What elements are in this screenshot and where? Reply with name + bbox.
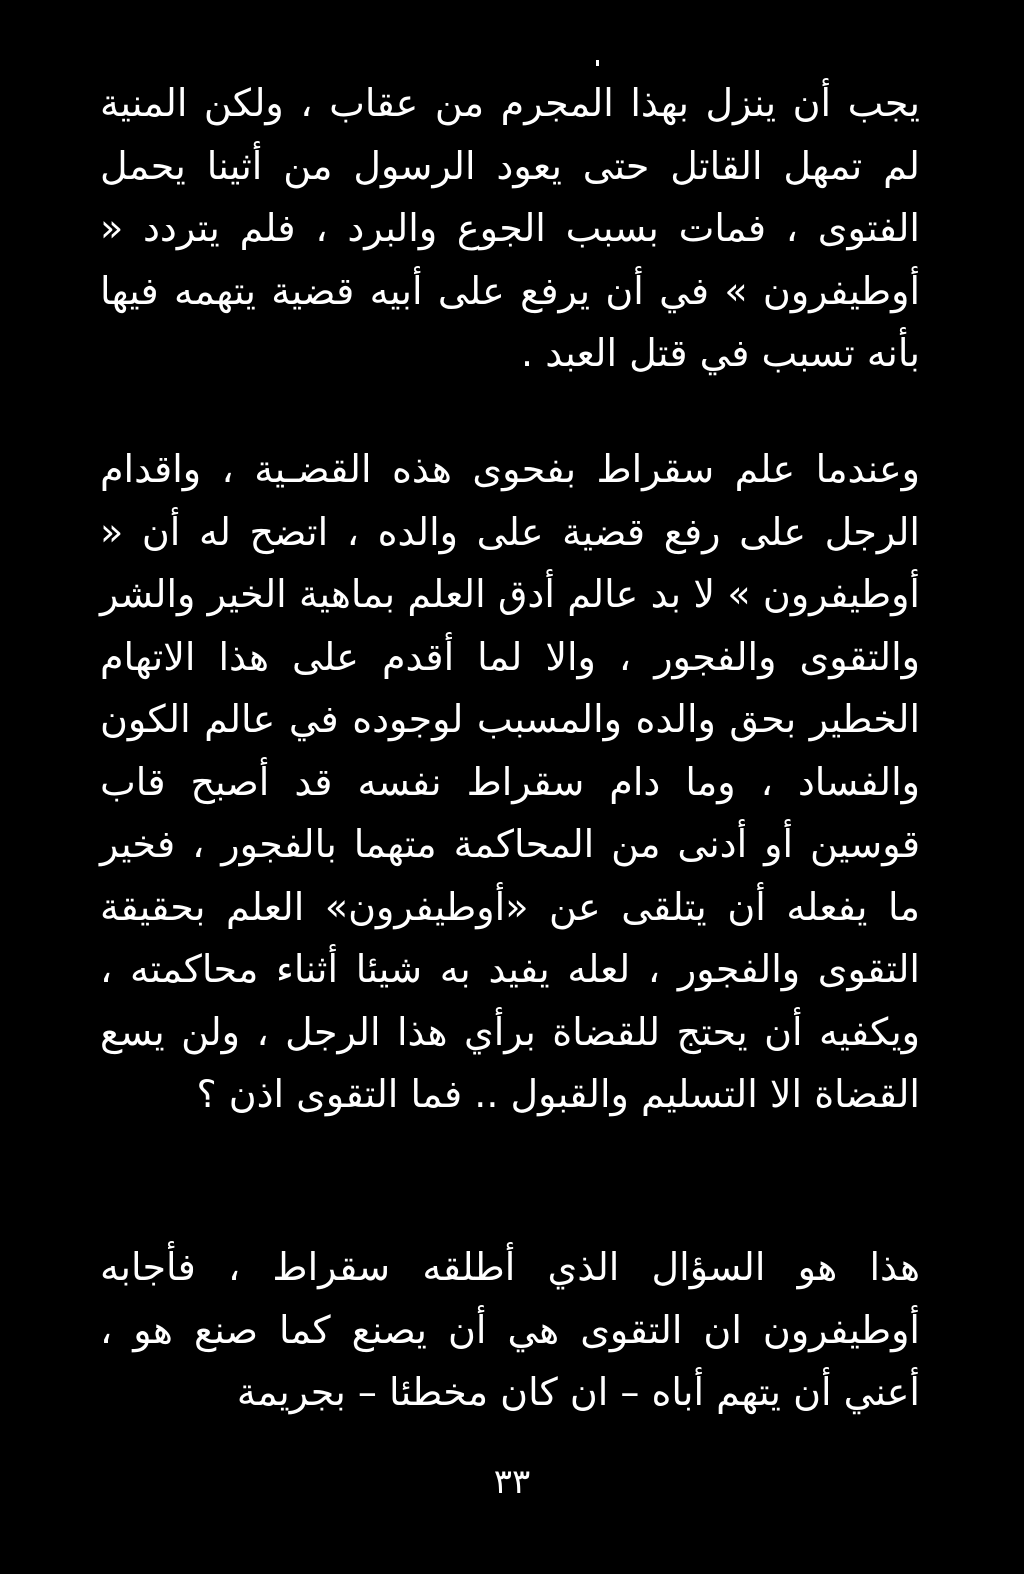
paragraph-2-text: وعندما علم سقراط بفحوى هذه القضـية ، واقدام الرجل على رفع قضية على والده ، اتضح له أن « أوطيفرون » لا بد عالم أدق العلم بماهية الخير والشر والتقوى والفجور ، والا لما أقدم على هذا الاتهام الخطير بحق والده والمسبب لوجوده في عالم الكون والفساد ، وما دام سقراط نفسه قد أصبح قاب قوسين أو أدنى من المحاكمة متهما بالفجور ، فخير ما يفعله أن يتلقى عن «أوطيفرون» العلم بحقيقة التقوى والفجور ، لعله يفيد به شيئا أثناء محاكمته ، ويكفيه أن يحتج للقضاة برأي هذا الرجل ، ولن يسع القضاة الا التسليم والقبول .. فما التقوى اذن ؟ <box>100 447 920 1116</box>
paragraph-2 <box>100 438 920 1126</box>
paragraph-1 <box>100 72 920 385</box>
page-number: ٣٣ <box>493 1462 531 1502</box>
paragraph-3-text: هذا هو السؤال الذي أطلقه سقراط ، فأجابه أوطيفرون ان التقوى هي أن يصنع كما صنع هو ، أعني أن يتهم أباه – ان كان مخطئا – بجريمة <box>100 1245 920 1414</box>
top-tick-mark <box>596 60 599 66</box>
paragraph-1-text: يجب أن ينزل بهذا المجرم من عقاب ، ولكن المنية لم تمهل القاتل حتى يعود الرسول من أثينا يحمل الفتوى ، فمات بسبب الجوع والبرد ، فلم يتردد « أوطيفرون » في أن يرفع على أبيه قضية يتهمه فيها بأنه تسبب في قتل العبد . <box>100 81 920 375</box>
paragraph-3 <box>100 1236 920 1424</box>
